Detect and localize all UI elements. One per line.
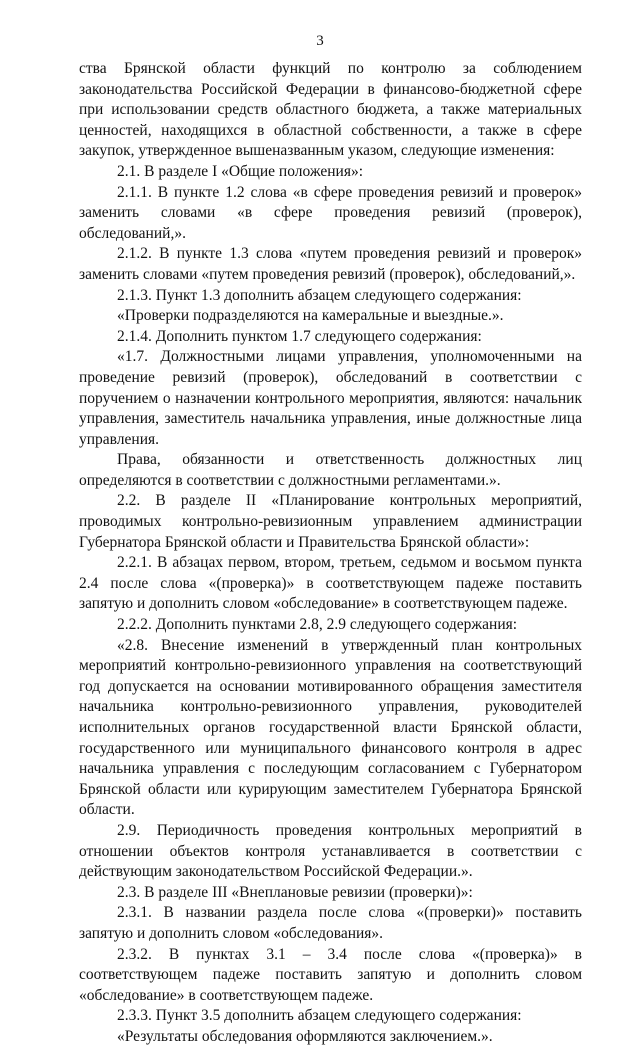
- paragraph: 2.3. В разделе III «Внеплановые ревизии (проверки)»:: [117, 883, 473, 901]
- paragraph: 2.1.1. В пункте 1.2 слова «в сфере проведения ревизий и проверок» заменить словами «в сфере проведения ревизий (проверок), обследований,».: [79, 183, 582, 242]
- paragraph: «Результаты обследования оформляются заключением.».: [117, 1027, 493, 1045]
- paragraph: «Проверки подразделяются на камеральные и выездные.».: [117, 307, 504, 325]
- paragraph: 2.1. В разделе I «Общие положения»:: [117, 162, 364, 180]
- paragraph: 2.2.2. Дополнить пунктами 2.8, 2.9 следующего содержания:: [117, 616, 518, 634]
- paragraph: 2.3.2. В пунктах 3.1 – 3.4 после слова «(проверка)» в соответствующем падеже поставить запятую и дополнить словом «обследование» в соответствующем падеже.: [79, 945, 582, 1004]
- paragraph: Права, обязанности и ответственность должностных лиц определяются в соответствии с должностными регламентами.».: [79, 451, 582, 489]
- paragraph: 2.3.1. В названии раздела после слова «(проверки)» поставить запятую и дополнить словом «обследования».: [79, 904, 582, 942]
- paragraph: «1.7. Должностными лицами управления, уполномоченными на проведение ревизий (проверок), обследований в соответствии с поручением о назначении контрольного мероприятия, являются: начальник управления, заместитель начальника управления, иные должностные лица управления.: [79, 348, 582, 448]
- paragraph: 2.1.3. Пункт 1.3 дополнить абзацем следующего содержания:: [117, 286, 522, 304]
- paragraph: 2.2. В разделе II «Планирование контрольных мероприятий, проводимых контрольно-ревизионным управлением администрации Губернатора Брянской области и Правительства Брянской области»:: [79, 492, 582, 551]
- paragraph: «2.8. Внесение изменений в утвержденный план контрольных мероприятий контрольно-ревизионного управления на соответствующий год допускается на основании мотивированного обращения заместителя начальника контрольно-ревизионного управления, руководителей исполнительных органов государственной власти Брянской области, государственного или муниципального финансового контроля в адрес начальника управления с последующим согласованием с Губернатором Брянской области или курирующим заместителем Губернатора Брянской области.: [79, 636, 582, 819]
- paragraph: 2.3.3. Пункт 3.5 дополнить абзацем следующего содержания:: [117, 1007, 522, 1025]
- page-number: 3: [316, 33, 324, 49]
- paragraph: 2.9. Периодичность проведения контрольных мероприятий в отношении объектов контроля устанавливается в соответствии с действующим законодательством Российской Федерации.».: [79, 821, 582, 881]
- paragraph: 2.1.4. Дополнить пунктом 1.7 следующего содержания:: [117, 327, 482, 345]
- paragraph: 2.2.1. В абзацах первом, втором, третьем, седьмом и восьмом пункта 2.4 после слова «(проверка)» в соответствующем падеже поставить запятую и дополнить словом «обследование» в соответствующем падеже.: [79, 554, 582, 613]
- document-body: [79, 59, 582, 1048]
- paragraph: 2.1.2. В пункте 1.3 слова «путем проведения ревизий и проверок» заменить словами «путем проведения ревизий (проверок), обследований,».: [79, 245, 582, 283]
- paragraph: ства Брянской области функций по контролю за соблюдением законодательства Российской Федерации в финансово-бюджетной сфере при использовании средств областного бюджета, а также материальных ценностей, находящихся в областной собственности, а также в сфере закупок, утвержденное вышеназванным указом, следующие изменения:: [79, 60, 582, 160]
